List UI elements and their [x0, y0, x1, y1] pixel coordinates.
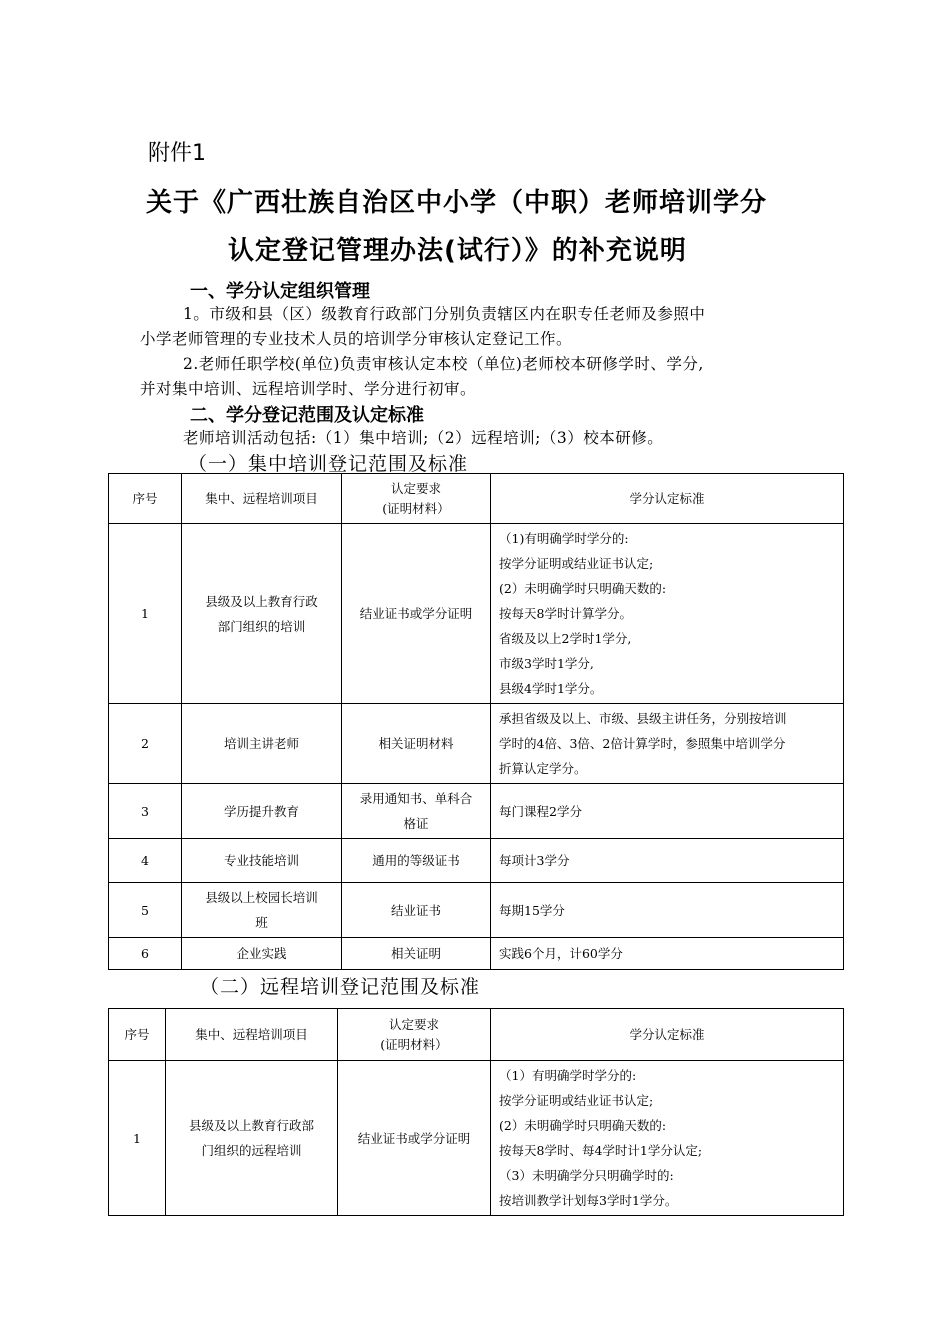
header-no: 序号 [109, 1009, 166, 1061]
cell-no: 1 [109, 1061, 166, 1216]
cell-requirement-line: 录用通知书、单科合 [359, 791, 473, 806]
cell-requirement-line: 通用的等级证书 [372, 853, 460, 868]
table-row [109, 883, 844, 938]
cell-standard [491, 883, 844, 938]
header-project: 集中、远程培训项目 [166, 1009, 338, 1061]
cell-project-line: 县级及以上教育行政部 [188, 1118, 314, 1133]
cell-requirement-line: 结业证书 [390, 902, 441, 918]
cell-standard [491, 704, 844, 784]
cell-project [182, 524, 342, 704]
cell-standard-line: 实践6个月，计60学分 [499, 946, 623, 961]
table2-header-row [109, 1009, 844, 1061]
section2-intro: 老师培训活动包括:（1）集中培训;（2）远程培训;（3）校本研修。 [183, 429, 664, 447]
cell-project-line: 企业实践 [236, 946, 287, 961]
cell-standard-line: 学时的4倍、3倍、2倍计算学时，参照集中培训学分 [499, 736, 786, 751]
attachment-label: 附件1 [148, 141, 206, 166]
cell-standard [491, 938, 844, 970]
cell-standard-line: 市级3学时1学分, [499, 656, 594, 671]
cell-requirement [342, 524, 491, 704]
header-standard: 学分认定标准 [491, 474, 844, 524]
cell-requirement-line: 结业证书或学分证明 [357, 1130, 471, 1146]
cell-standard-line: 县级4学时1学分。 [499, 681, 603, 696]
table-row [109, 938, 844, 970]
cell-no: 6 [109, 938, 182, 970]
table2-caption: （二）远程培训登记范围及标准 [200, 976, 481, 998]
cell-project-line: 学历提升教育 [223, 803, 299, 819]
cell-no: 2 [109, 704, 182, 784]
cell-project-line: 部门组织的培训 [217, 618, 306, 634]
cell-standard-line: (2）未明确学时只明确天数的: [499, 581, 667, 596]
cell-requirement [342, 704, 491, 784]
table-row [109, 524, 844, 704]
cell-standard [491, 784, 844, 839]
section2-heading: 二、学分登记范围及认定标准 [190, 405, 424, 426]
header-requirement-line1: 认定要求 [390, 480, 441, 496]
cell-standard-line: 按学分证明或结业证书认定; [499, 1093, 654, 1108]
cell-requirement-line: 相关证明 [390, 946, 441, 961]
cell-requirement [342, 839, 491, 883]
cell-project-line: 培训主讲老师 [223, 736, 299, 751]
table1-header-row [109, 474, 844, 524]
cell-no: 1 [109, 524, 182, 704]
cell-standard-line: 按每天8学时、每4学时计1学分认定; [499, 1143, 703, 1158]
header-no: 序号 [109, 474, 182, 524]
cell-standard-line: （1)有明确学时学分的: [499, 531, 629, 546]
distance-training-table [108, 1008, 844, 1216]
header-requirement-line2: (证明材料） [380, 1036, 448, 1052]
section1-heading: 一、学分认定组织管理 [190, 281, 370, 302]
cell-project-line: 门组织的远程培训 [201, 1143, 302, 1158]
header-standard: 学分认定标准 [491, 1009, 844, 1061]
table1-caption: （一）集中培训登记范围及标准 [188, 453, 469, 475]
section1-paragraph2-line2: 并对集中培训、远程培训学时、学分进行初审。 [140, 380, 477, 398]
cell-standard [491, 1061, 844, 1216]
cell-project [182, 839, 342, 883]
cell-project [182, 938, 342, 970]
cell-project [182, 883, 342, 938]
section1-paragraph1-line1: 1。市级和县（区）级教育行政部门分别负责辖区内在职专任老师及参照中 [183, 305, 706, 323]
header-project: 集中、远程培训项目 [182, 474, 342, 524]
cell-standard-line: 每项计3学分 [499, 853, 570, 868]
cell-standard-line: 折算认定学分。 [499, 761, 587, 776]
section1-paragraph2-line1: 2.老师任职学校(单位)负责审核认定本校（单位)老师校本研修学时、学分, [183, 355, 704, 373]
cell-standard-line: （3）未明确学分只明确学时的: [499, 1168, 674, 1183]
cell-standard-line: (2）未明确学时只明确天数的: [499, 1118, 667, 1133]
cell-requirement [338, 1061, 491, 1216]
document-title-line-2: 认定登记管理办法(试行）》的补充说明 [228, 236, 687, 266]
header-requirement-line1: 认定要求 [388, 1016, 439, 1032]
cell-standard-line: 按学分证明或结业证书认定; [499, 556, 654, 571]
cell-standard [491, 524, 844, 704]
table-row [109, 1061, 844, 1216]
cell-requirement [342, 883, 491, 938]
table-row [109, 704, 844, 784]
centralized-training-table [108, 473, 844, 970]
cell-requirement [342, 938, 491, 970]
cell-project-line: 县级以上校园长培训 [205, 890, 318, 905]
cell-standard-line: 省级及以上2学时1学分, [499, 631, 632, 646]
cell-no: 5 [109, 883, 182, 938]
cell-standard [491, 839, 844, 883]
cell-no: 4 [109, 839, 182, 883]
cell-standard-line: 按每天8学时计算学分。 [499, 606, 632, 621]
cell-standard-line: 按培训教学计划每3学时1学分。 [499, 1193, 678, 1208]
cell-standard-line: （1）有明确学时学分的: [499, 1068, 637, 1083]
cell-standard-line: 每门课程2学分 [499, 803, 582, 819]
cell-standard-line: 每期15学分 [499, 902, 565, 918]
cell-project [182, 704, 342, 784]
cell-project-line: 专业技能培训 [223, 853, 299, 868]
cell-requirement-line: 格证 [403, 816, 429, 831]
cell-project-line: 班 [255, 915, 268, 930]
document-title-line-1: 关于《广西壮族自治区中小学（中职）老师培训学分 [146, 188, 768, 218]
header-requirement [342, 474, 491, 524]
cell-project-line: 县级及以上教育行政 [205, 593, 318, 609]
cell-project [166, 1061, 338, 1216]
header-requirement [338, 1009, 491, 1061]
cell-requirement-line: 结业证书或学分证明 [359, 606, 473, 621]
cell-requirement-line: 相关证明材料 [378, 736, 454, 751]
cell-requirement [342, 784, 491, 839]
cell-project [182, 784, 342, 839]
cell-standard-line: 承担省级及以上、市级、县级主讲任务，分别按培训 [499, 711, 787, 726]
table-row [109, 839, 844, 883]
cell-no: 3 [109, 784, 182, 839]
header-requirement-line2: (证明材料） [382, 500, 450, 516]
table-row [109, 784, 844, 839]
section1-paragraph1-line2: 小学老师管理的专业技术人员的培训学分审核认定登记工作。 [140, 330, 573, 348]
